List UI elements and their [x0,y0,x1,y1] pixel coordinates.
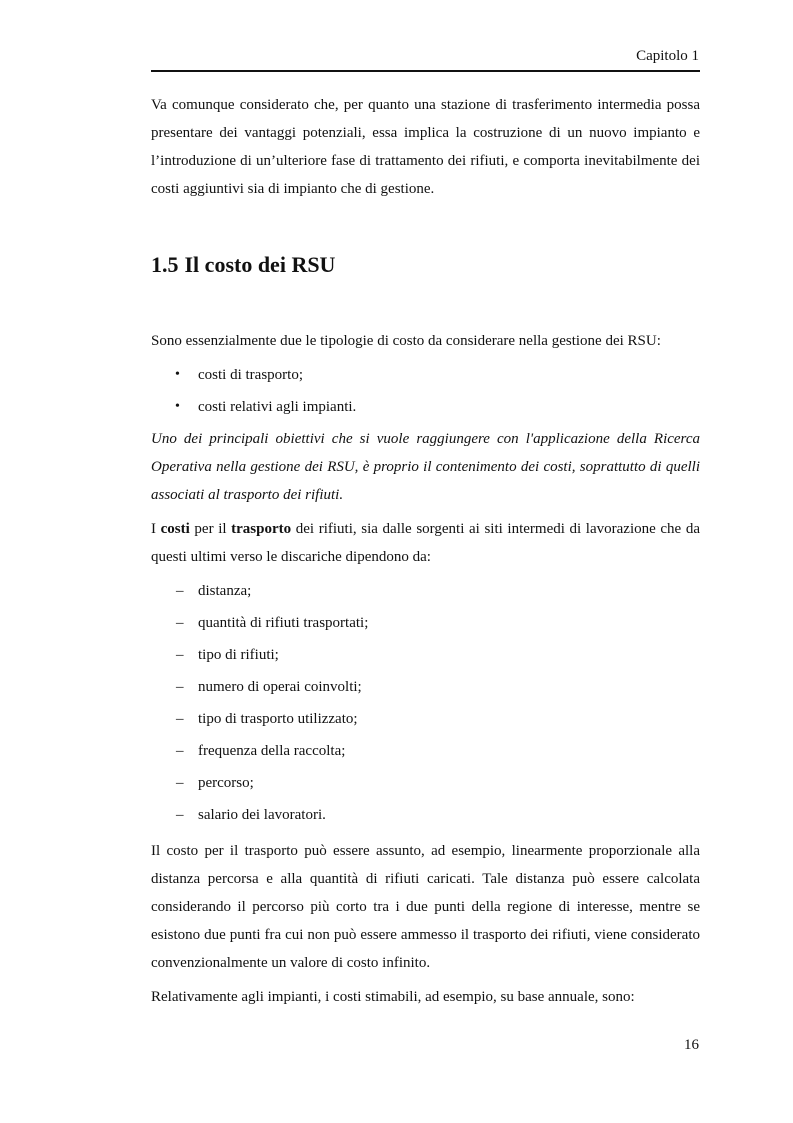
list-item [151,607,700,639]
chapter-label: Capitolo 1 [636,48,699,64]
plants-paragraph: Relativamente agli impianti, i costi stimabili, ad esempio, su base annuale, sono: [151,989,635,1005]
dash-icon: – [176,807,184,823]
list-item-text: frequenza della raccolta; [198,743,346,759]
text-run: I [151,521,161,537]
italic-paragraph: Uno dei principali obiettivi che si vuole raggiungere con l'applicazione della Ricerca Operativa nella gestione dei RSU, è proprio il contenimento dei costi, soprattutto di quelli associati al trasporto dei rifiuti. [151,431,700,503]
list-item [151,799,700,831]
list-item-text: quantità di rifiuti trasportati; [198,615,369,631]
cost-paragraph: Il costo per il trasporto può essere assunto, ad esempio, linearmente proporzionale alla distanza percorsa e alla quantità di rifiuti caricati. Tale distanza può essere calcolata considerando il percorso più corto tra i due punti della regione di interesse, mentre se esistono due punti fra cui non può essere ammesso il trasporto dei rifiuti, viene considerato convenzionalmente un valore di costo infinito. [151,843,700,971]
list-item-text: costi di trasporto; [198,367,303,383]
transport-paragraph [151,515,700,571]
list-item-text: percorso; [198,775,254,791]
dash-icon: – [176,647,184,663]
list-item [151,639,700,671]
list-item [151,767,700,799]
list-item-text: costi relativi agli impianti. [198,399,357,415]
dash-icon: – [176,583,184,599]
dash-icon: – [176,775,184,791]
list-item [151,671,700,703]
dash-icon: – [176,615,184,631]
text-run: dei rifiuti, sia dalle sorgenti ai siti intermedi di lavorazione che da questi ultimi verso le discariche dipendono da: [151,521,700,565]
intro-paragraph: Va comunque considerato che, per quanto una stazione di trasferimento intermedia possa presentare dei vantaggi potenziali, essa implica la costruzione di un nuovo impianto e l’introduzione di un’ulteriore fase di trattamento dei rifiuti, e comporta inevitabilmente dei costi aggiuntivi sia di impianto che di gestione. [151,97,700,197]
list-item-text: salario dei lavoratori. [198,807,326,823]
list-item-text: tipo di rifiuti; [198,647,279,663]
dash-icon: – [176,743,184,759]
text-run: per il [189,521,232,537]
list-item [151,703,700,735]
page-header [151,48,700,72]
dash-icon: – [176,679,184,695]
section-number: 1.5 [151,252,179,277]
page-content [151,91,700,1011]
bullet-icon: • [175,367,180,382]
list-item [151,735,700,767]
list-item [151,391,700,423]
list-item-text: distanza; [198,583,252,599]
page-number: 16 [684,1037,699,1053]
list-item [151,575,700,607]
section-title: Il costo dei RSU [184,252,336,277]
bold-term-costi: costi [160,521,190,537]
list-item-text: tipo di trasporto utilizzato; [198,711,358,727]
list-item [151,359,700,391]
cost-types-list [151,359,700,423]
dash-icon: – [176,711,184,727]
section-heading [151,250,700,280]
bold-term-trasporto: trasporto [231,521,292,537]
bullet-icon: • [175,399,180,414]
list-item-text: numero di operai coinvolti; [198,679,362,695]
transport-factors-list [151,575,700,831]
cost-types-intro: Sono essenzialmente due le tipologie di costo da considerare nella gestione dei RSU: [151,333,661,349]
